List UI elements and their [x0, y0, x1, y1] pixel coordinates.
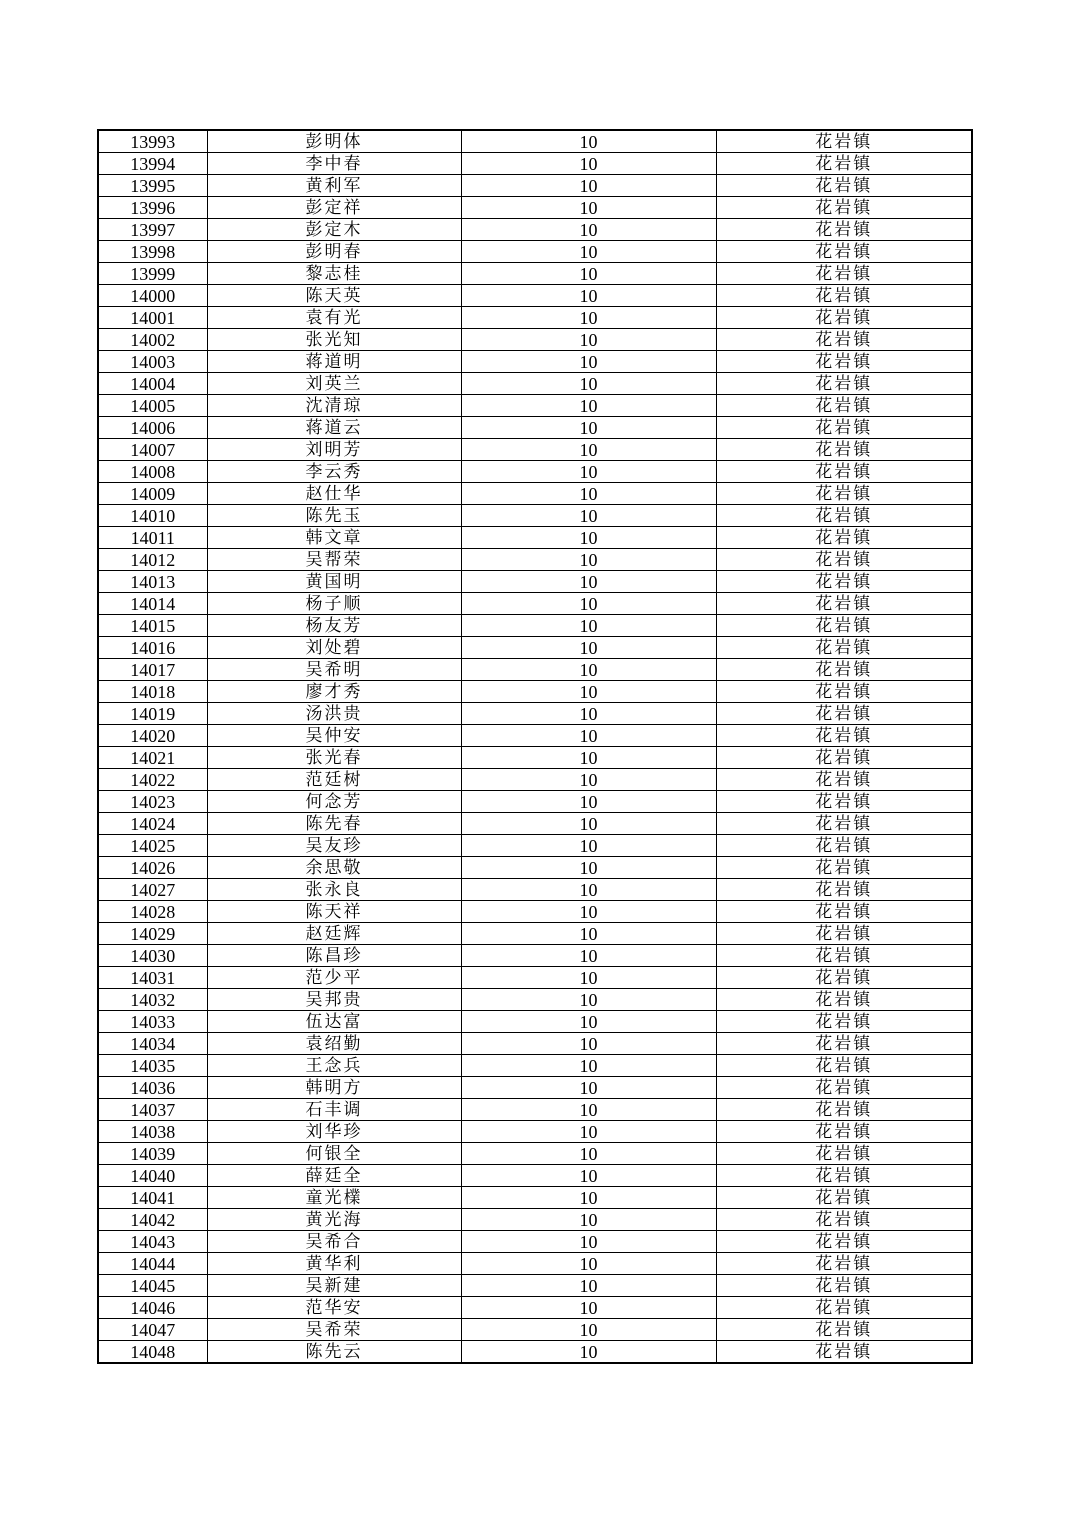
table-row: [98, 1011, 972, 1033]
cell-id: 14013: [98, 571, 207, 593]
cell-id: 14032: [98, 989, 207, 1011]
cell-amount: 10: [461, 1055, 716, 1077]
cell-amount: 10: [461, 835, 716, 857]
cell-town: 花岩镇: [716, 1319, 972, 1341]
cell-id: 14010: [98, 505, 207, 527]
cell-amount: 10: [461, 1077, 716, 1099]
cell-amount: 10: [461, 747, 716, 769]
table-row: [98, 703, 972, 725]
cell-amount: 10: [461, 1319, 716, 1341]
table-row: [98, 373, 972, 395]
cell-amount: 10: [461, 923, 716, 945]
cell-town: 花岩镇: [716, 659, 972, 681]
table-row: [98, 1209, 972, 1231]
table-row: [98, 769, 972, 791]
cell-name: 彭明体: [207, 130, 461, 153]
cell-id: 13995: [98, 175, 207, 197]
cell-name: 陈昌珍: [207, 945, 461, 967]
table-row: [98, 527, 972, 549]
cell-amount: 10: [461, 417, 716, 439]
table-row: [98, 945, 972, 967]
cell-name: 张永良: [207, 879, 461, 901]
table-row: [98, 329, 972, 351]
table-row: [98, 483, 972, 505]
table-row: [98, 813, 972, 835]
cell-town: 花岩镇: [716, 1187, 972, 1209]
cell-town: 花岩镇: [716, 1055, 972, 1077]
table-row: [98, 637, 972, 659]
table-row: [98, 351, 972, 373]
cell-name: 杨子顺: [207, 593, 461, 615]
cell-name: 张光春: [207, 747, 461, 769]
cell-name: 彭定祥: [207, 197, 461, 219]
cell-id: 14011: [98, 527, 207, 549]
cell-town: 花岩镇: [716, 1253, 972, 1275]
cell-town: 花岩镇: [716, 1011, 972, 1033]
cell-id: 14037: [98, 1099, 207, 1121]
cell-id: 13993: [98, 130, 207, 153]
cell-amount: 10: [461, 1187, 716, 1209]
cell-name: 刘华珍: [207, 1121, 461, 1143]
table-row: [98, 791, 972, 813]
cell-id: 14028: [98, 901, 207, 923]
cell-amount: 10: [461, 153, 716, 175]
table-row: [98, 417, 972, 439]
cell-town: 花岩镇: [716, 197, 972, 219]
cell-name: 廖才秀: [207, 681, 461, 703]
cell-amount: 10: [461, 1341, 716, 1364]
cell-amount: 10: [461, 197, 716, 219]
cell-amount: 10: [461, 615, 716, 637]
cell-amount: 10: [461, 130, 716, 153]
table-row: [98, 593, 972, 615]
cell-id: 14014: [98, 593, 207, 615]
table-row: [98, 725, 972, 747]
cell-name: 吴友珍: [207, 835, 461, 857]
cell-name: 沈清琼: [207, 395, 461, 417]
cell-amount: 10: [461, 659, 716, 681]
cell-name: 黄利军: [207, 175, 461, 197]
cell-name: 刘英兰: [207, 373, 461, 395]
cell-town: 花岩镇: [716, 285, 972, 307]
cell-name: 赵仕华: [207, 483, 461, 505]
cell-id: 14001: [98, 307, 207, 329]
cell-amount: 10: [461, 703, 716, 725]
cell-amount: 10: [461, 329, 716, 351]
table-row: [98, 1165, 972, 1187]
cell-name: 黄华利: [207, 1253, 461, 1275]
cell-id: 14046: [98, 1297, 207, 1319]
cell-name: 余思敬: [207, 857, 461, 879]
cell-name: 刘明芳: [207, 439, 461, 461]
cell-amount: 10: [461, 219, 716, 241]
cell-name: 陈先春: [207, 813, 461, 835]
cell-name: 张光知: [207, 329, 461, 351]
cell-id: 14018: [98, 681, 207, 703]
cell-town: 花岩镇: [716, 307, 972, 329]
cell-id: 14015: [98, 615, 207, 637]
cell-id: 14019: [98, 703, 207, 725]
cell-amount: 10: [461, 439, 716, 461]
cell-amount: 10: [461, 373, 716, 395]
cell-id: 14005: [98, 395, 207, 417]
cell-town: 花岩镇: [716, 175, 972, 197]
cell-id: 14034: [98, 1033, 207, 1055]
cell-town: 花岩镇: [716, 747, 972, 769]
cell-name: 何银全: [207, 1143, 461, 1165]
table-row: [98, 1121, 972, 1143]
cell-amount: 10: [461, 571, 716, 593]
cell-town: 花岩镇: [716, 1341, 972, 1364]
cell-town: 花岩镇: [716, 130, 972, 153]
cell-amount: 10: [461, 725, 716, 747]
cell-id: 13998: [98, 241, 207, 263]
table-row: [98, 241, 972, 263]
cell-town: 花岩镇: [716, 329, 972, 351]
cell-id: 14027: [98, 879, 207, 901]
table-row: [98, 901, 972, 923]
cell-town: 花岩镇: [716, 879, 972, 901]
cell-town: 花岩镇: [716, 835, 972, 857]
cell-name: 李云秀: [207, 461, 461, 483]
cell-id: 14022: [98, 769, 207, 791]
cell-name: 王念兵: [207, 1055, 461, 1077]
cell-name: 汤洪贵: [207, 703, 461, 725]
cell-name: 赵廷辉: [207, 923, 461, 945]
cell-name: 袁有光: [207, 307, 461, 329]
cell-amount: 10: [461, 857, 716, 879]
cell-name: 范少平: [207, 967, 461, 989]
cell-amount: 10: [461, 285, 716, 307]
table-row: [98, 130, 972, 153]
cell-id: 14038: [98, 1121, 207, 1143]
cell-id: 14042: [98, 1209, 207, 1231]
cell-town: 花岩镇: [716, 923, 972, 945]
cell-town: 花岩镇: [716, 637, 972, 659]
cell-id: 14036: [98, 1077, 207, 1099]
table-body: [98, 130, 972, 1363]
cell-id: 14007: [98, 439, 207, 461]
cell-name: 韩文章: [207, 527, 461, 549]
cell-amount: 10: [461, 1143, 716, 1165]
cell-id: 14045: [98, 1275, 207, 1297]
cell-town: 花岩镇: [716, 791, 972, 813]
table-row: [98, 1187, 972, 1209]
cell-id: 14004: [98, 373, 207, 395]
cell-amount: 10: [461, 549, 716, 571]
table-row: [98, 461, 972, 483]
cell-amount: 10: [461, 1121, 716, 1143]
table-row: [98, 1341, 972, 1364]
cell-town: 花岩镇: [716, 1165, 972, 1187]
cell-name: 黄光海: [207, 1209, 461, 1231]
cell-amount: 10: [461, 1011, 716, 1033]
table-row: [98, 923, 972, 945]
cell-id: 14006: [98, 417, 207, 439]
cell-town: 花岩镇: [716, 967, 972, 989]
cell-town: 花岩镇: [716, 945, 972, 967]
cell-id: 14020: [98, 725, 207, 747]
cell-id: 14002: [98, 329, 207, 351]
cell-id: 14039: [98, 1143, 207, 1165]
table-row: [98, 219, 972, 241]
cell-town: 花岩镇: [716, 1297, 972, 1319]
table-row: [98, 1077, 972, 1099]
cell-id: 14017: [98, 659, 207, 681]
table-row: [98, 571, 972, 593]
cell-town: 花岩镇: [716, 439, 972, 461]
cell-town: 花岩镇: [716, 1209, 972, 1231]
cell-name: 薛廷全: [207, 1165, 461, 1187]
cell-name: 吴希明: [207, 659, 461, 681]
cell-name: 蒋道云: [207, 417, 461, 439]
cell-town: 花岩镇: [716, 483, 972, 505]
cell-name: 何念芳: [207, 791, 461, 813]
cell-name: 童光檏: [207, 1187, 461, 1209]
cell-id: 14026: [98, 857, 207, 879]
cell-id: 14024: [98, 813, 207, 835]
cell-name: 陈天英: [207, 285, 461, 307]
cell-id: 14000: [98, 285, 207, 307]
cell-town: 花岩镇: [716, 769, 972, 791]
cell-id: 14009: [98, 483, 207, 505]
cell-town: 花岩镇: [716, 373, 972, 395]
cell-town: 花岩镇: [716, 681, 972, 703]
cell-id: 14008: [98, 461, 207, 483]
cell-town: 花岩镇: [716, 417, 972, 439]
table-row: [98, 439, 972, 461]
table-row: [98, 615, 972, 637]
cell-amount: 10: [461, 241, 716, 263]
table-row: [98, 1033, 972, 1055]
cell-name: 吴邦贵: [207, 989, 461, 1011]
cell-town: 花岩镇: [716, 1275, 972, 1297]
table-row: [98, 747, 972, 769]
table-row: [98, 307, 972, 329]
table-row: [98, 549, 972, 571]
cell-id: 14044: [98, 1253, 207, 1275]
data-table: [97, 129, 973, 1364]
cell-id: 14025: [98, 835, 207, 857]
cell-amount: 10: [461, 593, 716, 615]
table-row: [98, 175, 972, 197]
table-row: [98, 285, 972, 307]
cell-amount: 10: [461, 1099, 716, 1121]
cell-town: 花岩镇: [716, 351, 972, 373]
cell-id: 14031: [98, 967, 207, 989]
cell-town: 花岩镇: [716, 527, 972, 549]
cell-id: 13994: [98, 153, 207, 175]
table-row: [98, 857, 972, 879]
cell-amount: 10: [461, 1165, 716, 1187]
cell-name: 范华安: [207, 1297, 461, 1319]
cell-name: 范廷树: [207, 769, 461, 791]
cell-name: 李中春: [207, 153, 461, 175]
table-row: [98, 1275, 972, 1297]
cell-amount: 10: [461, 483, 716, 505]
cell-town: 花岩镇: [716, 241, 972, 263]
cell-amount: 10: [461, 461, 716, 483]
cell-id: 14041: [98, 1187, 207, 1209]
cell-town: 花岩镇: [716, 813, 972, 835]
cell-amount: 10: [461, 989, 716, 1011]
cell-id: 13997: [98, 219, 207, 241]
cell-id: 13999: [98, 263, 207, 285]
table-row: [98, 1231, 972, 1253]
cell-town: 花岩镇: [716, 1033, 972, 1055]
cell-town: 花岩镇: [716, 1231, 972, 1253]
cell-town: 花岩镇: [716, 461, 972, 483]
cell-amount: 10: [461, 1297, 716, 1319]
cell-id: 14029: [98, 923, 207, 945]
table-row: [98, 879, 972, 901]
table-row: [98, 1099, 972, 1121]
cell-name: 蒋道明: [207, 351, 461, 373]
table-row: [98, 197, 972, 219]
cell-id: 14012: [98, 549, 207, 571]
cell-name: 吴希合: [207, 1231, 461, 1253]
cell-amount: 10: [461, 791, 716, 813]
cell-amount: 10: [461, 967, 716, 989]
cell-name: 吴希荣: [207, 1319, 461, 1341]
cell-amount: 10: [461, 395, 716, 417]
cell-id: 14033: [98, 1011, 207, 1033]
cell-id: 14030: [98, 945, 207, 967]
cell-town: 花岩镇: [716, 395, 972, 417]
cell-name: 陈天祥: [207, 901, 461, 923]
table-row: [98, 153, 972, 175]
cell-id: 14016: [98, 637, 207, 659]
cell-town: 花岩镇: [716, 1143, 972, 1165]
table-row: [98, 1253, 972, 1275]
cell-town: 花岩镇: [716, 857, 972, 879]
cell-name: 彭明春: [207, 241, 461, 263]
cell-amount: 10: [461, 527, 716, 549]
cell-town: 花岩镇: [716, 571, 972, 593]
cell-id: 14040: [98, 1165, 207, 1187]
cell-amount: 10: [461, 505, 716, 527]
cell-name: 吴新建: [207, 1275, 461, 1297]
cell-amount: 10: [461, 1033, 716, 1055]
cell-name: 黄国明: [207, 571, 461, 593]
cell-town: 花岩镇: [716, 153, 972, 175]
cell-name: 吴帮荣: [207, 549, 461, 571]
cell-amount: 10: [461, 813, 716, 835]
cell-town: 花岩镇: [716, 1121, 972, 1143]
table-row: [98, 967, 972, 989]
cell-town: 花岩镇: [716, 725, 972, 747]
cell-amount: 10: [461, 351, 716, 373]
table-row: [98, 263, 972, 285]
cell-name: 伍达富: [207, 1011, 461, 1033]
cell-name: 陈先云: [207, 1341, 461, 1364]
cell-town: 花岩镇: [716, 989, 972, 1011]
cell-id: 14035: [98, 1055, 207, 1077]
cell-name: 彭定木: [207, 219, 461, 241]
cell-town: 花岩镇: [716, 901, 972, 923]
cell-id: 14021: [98, 747, 207, 769]
cell-id: 13996: [98, 197, 207, 219]
cell-id: 14003: [98, 351, 207, 373]
cell-town: 花岩镇: [716, 263, 972, 285]
cell-id: 14048: [98, 1341, 207, 1364]
cell-name: 吴仲安: [207, 725, 461, 747]
cell-amount: 10: [461, 1275, 716, 1297]
cell-amount: 10: [461, 769, 716, 791]
cell-name: 杨友芳: [207, 615, 461, 637]
cell-amount: 10: [461, 175, 716, 197]
cell-name: 韩明方: [207, 1077, 461, 1099]
cell-name: 刘处碧: [207, 637, 461, 659]
table-row: [98, 681, 972, 703]
cell-amount: 10: [461, 263, 716, 285]
cell-amount: 10: [461, 637, 716, 659]
cell-name: 黎志桂: [207, 263, 461, 285]
table-row: [98, 1055, 972, 1077]
cell-name: 石丰调: [207, 1099, 461, 1121]
cell-amount: 10: [461, 879, 716, 901]
cell-name: 陈先玉: [207, 505, 461, 527]
cell-amount: 10: [461, 1253, 716, 1275]
table-row: [98, 1319, 972, 1341]
cell-amount: 10: [461, 945, 716, 967]
cell-town: 花岩镇: [716, 703, 972, 725]
table-row: [98, 659, 972, 681]
cell-town: 花岩镇: [716, 219, 972, 241]
cell-town: 花岩镇: [716, 505, 972, 527]
cell-id: 14043: [98, 1231, 207, 1253]
cell-amount: 10: [461, 681, 716, 703]
cell-name: 袁绍勤: [207, 1033, 461, 1055]
cell-town: 花岩镇: [716, 593, 972, 615]
cell-town: 花岩镇: [716, 615, 972, 637]
cell-amount: 10: [461, 901, 716, 923]
cell-id: 14047: [98, 1319, 207, 1341]
cell-amount: 10: [461, 307, 716, 329]
cell-amount: 10: [461, 1231, 716, 1253]
table-row: [98, 505, 972, 527]
table-row: [98, 835, 972, 857]
cell-id: 14023: [98, 791, 207, 813]
cell-town: 花岩镇: [716, 1077, 972, 1099]
table-row: [98, 989, 972, 1011]
table-row: [98, 395, 972, 417]
table-row: [98, 1143, 972, 1165]
cell-town: 花岩镇: [716, 549, 972, 571]
cell-amount: 10: [461, 1209, 716, 1231]
cell-town: 花岩镇: [716, 1099, 972, 1121]
table-row: [98, 1297, 972, 1319]
